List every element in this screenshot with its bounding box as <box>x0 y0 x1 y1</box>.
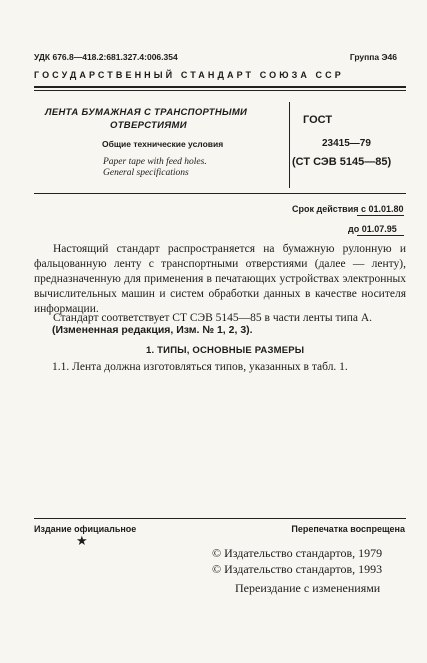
official-edition-label: Издание официальное <box>34 524 137 534</box>
title-line-1: ЛЕНТА БУМАЖНАЯ С ТРАНСПОРТНЫМИ <box>45 107 248 118</box>
copyright-1979: © Издательство стандартов, 1979 <box>212 546 383 560</box>
title-block-rule <box>34 193 406 194</box>
designation-divider <box>289 102 290 188</box>
gost-number: 23415—79 <box>322 138 371 149</box>
copyright-1993: © Издательство стандартов, 1993 <box>212 562 383 576</box>
scope-paragraph: Настоящий стандарт распространяется на бумажную рулонную и фальцованную ленту с транспортными отверстиями (далее — ленту), предназначенную для применения в печатающих устройствах электронных вычислительных машин и систем обработки данных в качестве носителя информации. <box>34 243 406 315</box>
state-standard-heading: ГОСУДАРСТВЕННЫЙ СТАНДАРТ СОЮЗА ССР <box>34 70 344 80</box>
header-rule <box>34 86 406 88</box>
validity-to-underline <box>357 235 404 236</box>
group-code: Группа Э46 <box>349 52 397 62</box>
clause-1-1: 1.1. Лента должна изготовляться типов, указанных в табл. 1. <box>52 361 348 373</box>
sev-reference: (СТ СЭВ 5145—85) <box>292 156 392 168</box>
reissue-note: Переиздание с изменениями <box>235 581 381 595</box>
footer-rule <box>34 518 406 519</box>
english-title-line-1: Paper tape with feed holes. <box>103 157 207 167</box>
section-heading: 1. ТИПЫ, ОСНОВНЫЕ РАЗМЕРЫ <box>146 345 305 356</box>
reprint-prohibited-label: Перепечатка воспрещена <box>291 524 405 534</box>
title-line-2: ОТВЕРСТИЯМИ <box>110 120 187 131</box>
gost-label: ГОСТ <box>303 114 333 126</box>
compliance-paragraph: Стандарт соответствует СТ СЭВ 5145—85 в части ленты типа А. <box>53 312 373 324</box>
udk-code: УДК 676.8—418.2:681.327.4:006.354 <box>34 52 178 62</box>
title-subtitle: Общие технические условия <box>102 139 224 149</box>
star-icon: ★ <box>76 533 88 548</box>
validity-from-underline <box>357 215 404 216</box>
english-title-line-2: General specifications <box>103 168 189 178</box>
amendment-note: (Измененная редакция, Изм. № 1, 2, 3). <box>52 324 253 336</box>
validity-from: Срок действия с 01.01.80 <box>292 204 404 214</box>
header-rule-thin <box>34 90 406 91</box>
validity-to: до 01.07.95 <box>348 224 397 234</box>
